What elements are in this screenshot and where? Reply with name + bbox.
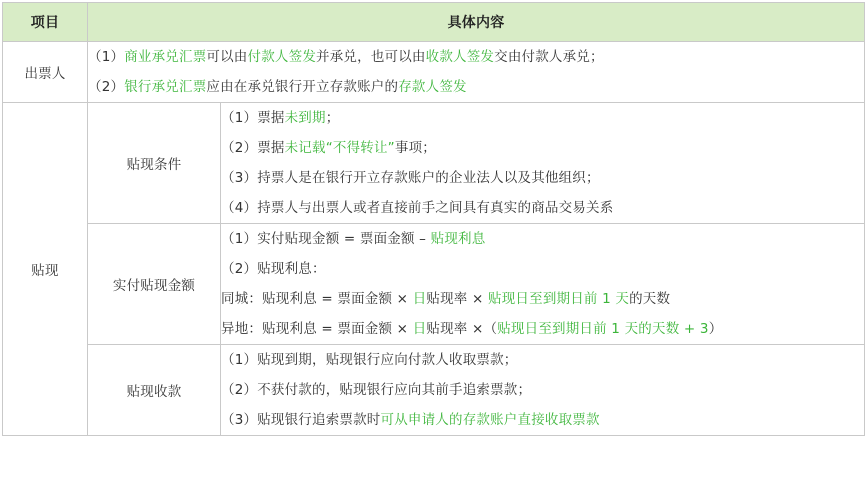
line-text: （4）持票人与出票人或者直接前手之间具有真实的商品交易关系 bbox=[221, 200, 614, 216]
line-text: （2）贴现利息： bbox=[221, 261, 326, 277]
amount-content bbox=[221, 224, 865, 345]
highlighted-text: 贴现日至到期日前 1 天的天数 + 3 bbox=[497, 321, 709, 337]
header-item: 项目 bbox=[3, 3, 88, 42]
amount-line bbox=[221, 224, 864, 254]
highlighted-text: 存款人签发 bbox=[398, 79, 467, 95]
highlighted-text: 银行承兑汇票 bbox=[124, 79, 207, 95]
line-text: 贴现率 × bbox=[426, 291, 489, 307]
highlighted-text: 贴现日至到期日前 1 天 bbox=[488, 291, 630, 307]
line-text: （1）贴现到期，贴现银行应向付款人收取票款； bbox=[221, 352, 518, 368]
line-text: 的天数 bbox=[629, 291, 671, 307]
highlighted-text: 日 bbox=[412, 291, 427, 307]
header-row bbox=[3, 3, 865, 42]
highlighted-text: 贴现利息 bbox=[430, 231, 486, 247]
collection-line bbox=[221, 345, 864, 375]
discount-collection-row bbox=[3, 345, 865, 436]
discount-label: 贴现 bbox=[3, 103, 88, 436]
line-text: （1）票据 bbox=[221, 110, 285, 126]
line-text: （2）票据 bbox=[221, 140, 285, 156]
line-text: 异地：贴现利息 = 票面金额 × bbox=[221, 321, 413, 337]
line-text: （2） bbox=[88, 79, 125, 95]
line-text: ） bbox=[708, 321, 723, 337]
highlighted-text: 付款人签发 bbox=[247, 49, 317, 65]
highlighted-text: 日 bbox=[412, 321, 427, 337]
line-text: （1）实付贴现金额 = 票面金额 – bbox=[221, 231, 431, 247]
collection-label: 贴现收款 bbox=[88, 345, 221, 436]
issuer-row bbox=[3, 42, 865, 103]
conditions-line bbox=[221, 163, 864, 193]
highlighted-text: 未到期 bbox=[284, 110, 326, 126]
line-text: 交由付款人承兑； bbox=[494, 49, 604, 65]
amount-line bbox=[221, 254, 864, 284]
line-text: 可以由 bbox=[206, 49, 248, 65]
conditions-label: 贴现条件 bbox=[88, 103, 221, 224]
line-text: （1） bbox=[88, 49, 125, 65]
discount-amount-row bbox=[3, 224, 865, 345]
collection-line bbox=[221, 375, 864, 405]
conditions-line bbox=[221, 103, 864, 133]
amount-line bbox=[221, 284, 864, 314]
highlighted-text: 收款人签发 bbox=[425, 49, 495, 65]
amount-line bbox=[221, 314, 864, 344]
highlighted-text: 未记载“不得转让” bbox=[284, 140, 395, 156]
conditions-line bbox=[221, 133, 864, 163]
amount-label: 实付贴现金额 bbox=[88, 224, 221, 345]
line-text: （2）不获付款的，贴现银行应向其前手追索票款； bbox=[221, 382, 532, 398]
line-text: 并承兑，也可以由 bbox=[316, 49, 426, 65]
discount-conditions-row bbox=[3, 103, 865, 224]
collection-line bbox=[221, 405, 864, 435]
conditions-line bbox=[221, 193, 864, 223]
conditions-content bbox=[221, 103, 865, 224]
line-text: 事项； bbox=[394, 140, 436, 156]
collection-content bbox=[221, 345, 865, 436]
line-text: （3）贴现银行追索票款时 bbox=[221, 412, 381, 428]
line-text: 贴现率 ×（ bbox=[426, 321, 498, 337]
line-text: （3）持票人是在银行开立存款账户的企业法人以及其他组织； bbox=[221, 170, 600, 186]
issuer-line bbox=[88, 72, 864, 102]
line-text: ； bbox=[325, 110, 340, 126]
highlighted-text: 商业承兑汇票 bbox=[124, 49, 207, 65]
bill-rules-table bbox=[2, 2, 865, 436]
line-text: 同城：贴现利息 = 票面金额 × bbox=[221, 291, 413, 307]
issuer-line bbox=[88, 42, 864, 72]
line-text: 应由在承兑银行开立存款账户的 bbox=[206, 79, 399, 95]
header-content: 具体内容 bbox=[88, 3, 865, 42]
issuer-content bbox=[88, 42, 865, 103]
issuer-label: 出票人 bbox=[3, 42, 88, 103]
highlighted-text: 可从申请人的存款账户直接收取票款 bbox=[380, 412, 600, 428]
